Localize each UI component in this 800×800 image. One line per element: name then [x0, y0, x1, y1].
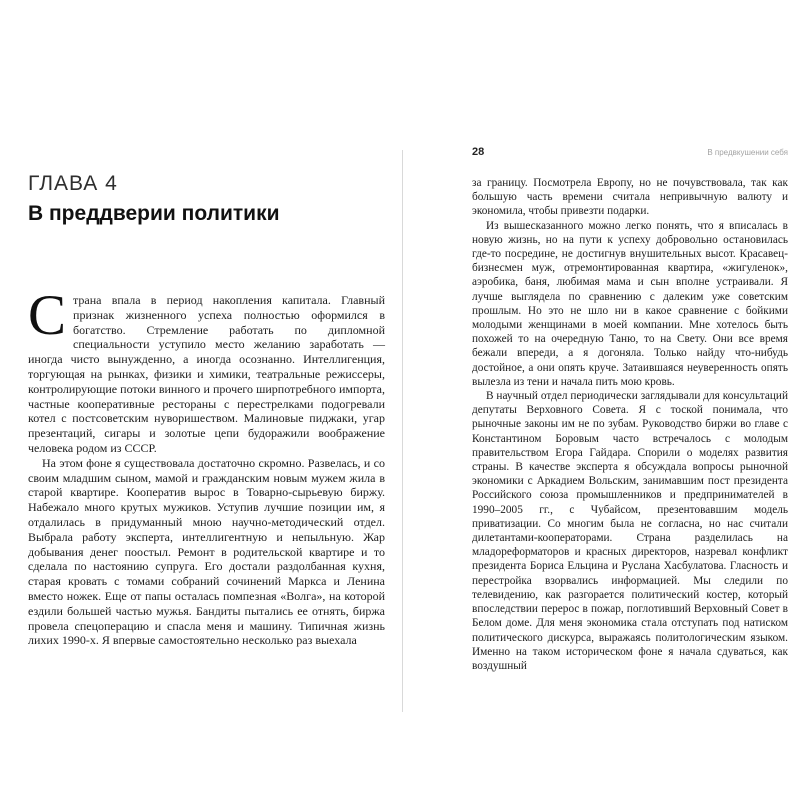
paragraph: В научный отдел периодически заглядывали для консультаций депутаты Верховного Совета. Я с тоской понимала, что рыночные законы им не по зубам. Руководство биржи во главе с Константином Боровым часто встречалось с молодым правительством Егора Гайдара. Спорили о моделях развития страны. В качестве эксперта я обсуждала вопросы рыночной экономики с Аркадием Вольским, занимавшим пост президента Российского союза промышленников и предпринимателей в 1990–2005 гг., с Чубайсом, презентовавшим модель приватизации. Со многим была не согласна, но нас считали дилетантами-кооператорами. Страна разделилась на младореформаторов и красных директоров, назревал конфликт президента Бориса Ельцина и Руслана Хасбулатова. Гласность и перестройка взорвались информацией. Мы следили по телевидению, как разгорается политический костер, который впоследствии перерос в пожар, поглотивший Верховный Совет в Белом доме. Для меня экономика стала отступать под натиском политического дискурса, выражаясь политологическим языком. Именно на таком историческом фоне я начала сдуваться, как воздушный	[472, 390, 788, 672]
paragraph: за границу. Посмотрела Европу, но не почувствовала, так как большую часть времени считала непривычную валюту и экономила, чтобы привезти подарки.	[472, 177, 788, 218]
paragraph-text: трана впала в период накопления капитала. Главный признак жизненного успеха полностью оформился в богатство. Стремление работать по дипломной специальности уступило место желанию заработать — иногда чисто вынужденно, а иногда осознанно. Интеллигенция, торгующая на рынках, физики и химики, театральные режиссеры, контролирующие потоки винного и прочего ширпотребного импорта, частные кооперативные рестораны с перестрелками подогревали котел с постсоветским нуворишеством. Малиновые пиджаки, угар презентаций, сигары и золотые цепи будоражили воображение человека родом из СССР.	[28, 293, 385, 455]
right-page-header	[472, 146, 788, 158]
page-divider	[402, 150, 403, 712]
chapter-title: В преддверии политики	[28, 202, 280, 225]
chapter-label: ГЛАВА 4	[28, 172, 118, 195]
left-page-text	[28, 284, 385, 648]
drop-cap: С	[28, 284, 67, 347]
page-number: 28	[472, 146, 485, 158]
paragraph	[28, 284, 385, 456]
paragraph: На этом фоне я существовала достаточно скромно. Развелась, и со своим младшим сыном, мамой и гражданским новым мужем жила в старой квартире. Кооператив вырос в Товарно-сырьевую биржу. Набежало много крутых мужиков. Уступив лучшие позиции им, я отдалилась в придуманный мною научно-методический отдел. Выбрала работу эксперта, интеллигентную и непыльную. Жар добывания денег поостыл. Ремонт в родительской квартире и то сделала по настоянию супруга. Его достали раздолбанная кухня, старая кровать с томами собраний сочинений Маркса и Ленина вместо ножек. Еще от папы осталась помпезная «Волга», на которой ездили большей частью мужья. Бандиты пытались ее отнять, биржа провела спецоперацию и спасла меня и машину. Типичная жизнь лихих 1990-х. Я впервые самостоятельно несколько раз выехала	[28, 455, 385, 648]
right-page-text	[472, 176, 788, 673]
paragraph: Из вышесказанного можно легко понять, что я вписалась в новую жизнь, но на пути к успеху добровольно остановилась где-то посредине, не достигнув внушительных высот. Красавец-бизнесмен муж, отремонтированная квартира, «жигуленок», аэробика, баня, любимая мама и сын вполне устраивали. Я лучше выглядела по сравнению с далеким уже советским прошлым. Но это не шло ни в какое сравнение с бойкими молодыми женщинами в моей компании. Мне хотелось быть похожей то на очередную Таню, то на Свету. Они все время бежали впереди, а я догоняла. Только найду что-нибудь достойное, а они опять круче. Затаившаяся неуверенность опять вылезла из тени и начала пить мою кровь.	[472, 219, 788, 388]
running-head: В предвкушении себя	[707, 148, 788, 157]
